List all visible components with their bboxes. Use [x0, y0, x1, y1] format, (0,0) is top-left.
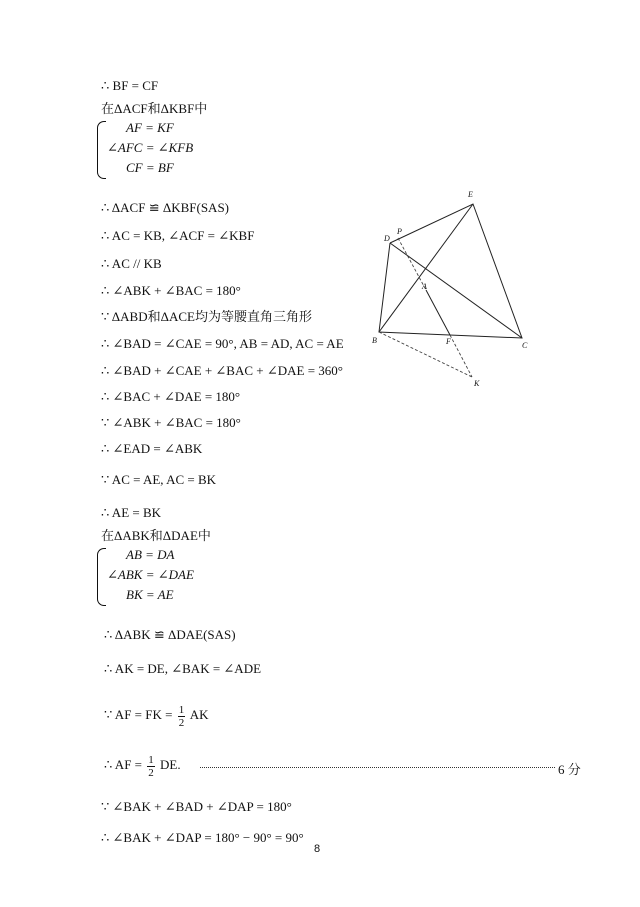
- fraction-numerator: 1: [178, 703, 185, 716]
- line19-prefix: ∴ AF =: [104, 757, 143, 772]
- fraction-half-2: [147, 754, 155, 779]
- score-leader-dots: [200, 765, 555, 768]
- line-ak-de: ∴ AK = DE, ∠BAK = ∠ADE: [104, 661, 262, 676]
- score-label: 6 分: [558, 762, 581, 777]
- line-ac-parallel-kb: ∴ AC // KB: [101, 256, 162, 271]
- system2-eq2: ∠ABK = ∠DAE: [107, 567, 194, 582]
- line-ae-bk: ∴ AE = BK: [101, 505, 162, 520]
- label-p: P: [397, 227, 402, 236]
- label-c: C: [522, 341, 528, 350]
- label-f: F: [446, 337, 451, 346]
- line-in-abk-dae: 在ΔABK和ΔDAE中: [101, 528, 211, 543]
- system-brace-2: [97, 548, 106, 606]
- label-a: A: [422, 282, 427, 291]
- system1-eq2: ∠AFC = ∠KFB: [107, 140, 194, 155]
- line-abk-bac-180-b: ∵ ∠ABK + ∠BAC = 180°: [101, 415, 241, 430]
- system-brace-1: [97, 121, 106, 179]
- dashed-bk: [379, 332, 472, 377]
- line-bak-bad-dap-180: ∵ ∠BAK + ∠BAD + ∠DAP = 180°: [101, 799, 292, 814]
- page-number: 8: [314, 843, 321, 855]
- line-congruent-acf-kbf: ∴ ΔACF ≌ ΔKBF(SAS): [101, 200, 230, 215]
- system2-eq3: BK = AE: [126, 587, 174, 602]
- line18-prefix: ∵ AF = FK =: [104, 707, 173, 722]
- figure-solid-lines: [379, 204, 522, 338]
- label-b: B: [372, 336, 377, 345]
- line-sum-360: ∴ ∠BAD + ∠CAE + ∠BAC + ∠DAE = 360°: [101, 363, 344, 378]
- line-bf-cf: ∴ BF = CF: [101, 78, 159, 93]
- line18-suffix: AK: [189, 707, 209, 722]
- line19-suffix: DE.: [160, 757, 181, 772]
- dashed-fk: [450, 335, 472, 377]
- label-d: D: [384, 234, 390, 243]
- line-in-acf-kbf: 在ΔACF和ΔKBF中: [101, 101, 208, 116]
- fraction-numerator-2: 1: [148, 753, 154, 766]
- fraction-denominator: 2: [178, 716, 185, 729]
- figure-dashed-lines: [379, 238, 472, 377]
- line-bac-dae-180: ∴ ∠BAC + ∠DAE = 180°: [101, 389, 241, 404]
- line-ead-abk: ∴ ∠EAD = ∠ABK: [101, 441, 203, 456]
- system1-eq3: CF = BF: [126, 160, 174, 175]
- segment-eb: [379, 204, 473, 332]
- fraction-half: [178, 704, 186, 729]
- line-ac-kb: ∴ AC = KB, ∠ACF = ∠KBF: [101, 228, 255, 243]
- line-isosceles-right: ∵ ΔABD和ΔACE均为等腰直角三角形: [101, 309, 312, 324]
- line-congruent-abk-dae: ∴ ΔABK ≌ ΔDAE(SAS): [104, 627, 236, 642]
- line-bad-cae-90: ∴ ∠BAD = ∠CAE = 90°, AB = AD, AC = AE: [101, 336, 344, 351]
- line-af-fk-half-ak: [104, 700, 209, 730]
- label-k: K: [474, 379, 480, 388]
- line-af-half-de: [104, 750, 181, 780]
- line-ac-ae-bk: ∵ AC = AE, AC = BK: [101, 472, 217, 487]
- segment-af: [426, 290, 450, 335]
- fraction-denominator-2: 2: [148, 766, 154, 779]
- geometry-figure: [360, 180, 540, 395]
- line-abk-bac-180: ∴ ∠ABK + ∠BAC = 180°: [101, 283, 241, 298]
- system2-eq1: AB = DA: [126, 547, 175, 562]
- line-bak-dap-90: ∴ ∠BAK + ∠DAP = 180° − 90° = 90°: [101, 830, 304, 845]
- label-e: E: [468, 190, 473, 199]
- figure-outline: [379, 204, 522, 338]
- system1-eq1: AF = KF: [126, 120, 174, 135]
